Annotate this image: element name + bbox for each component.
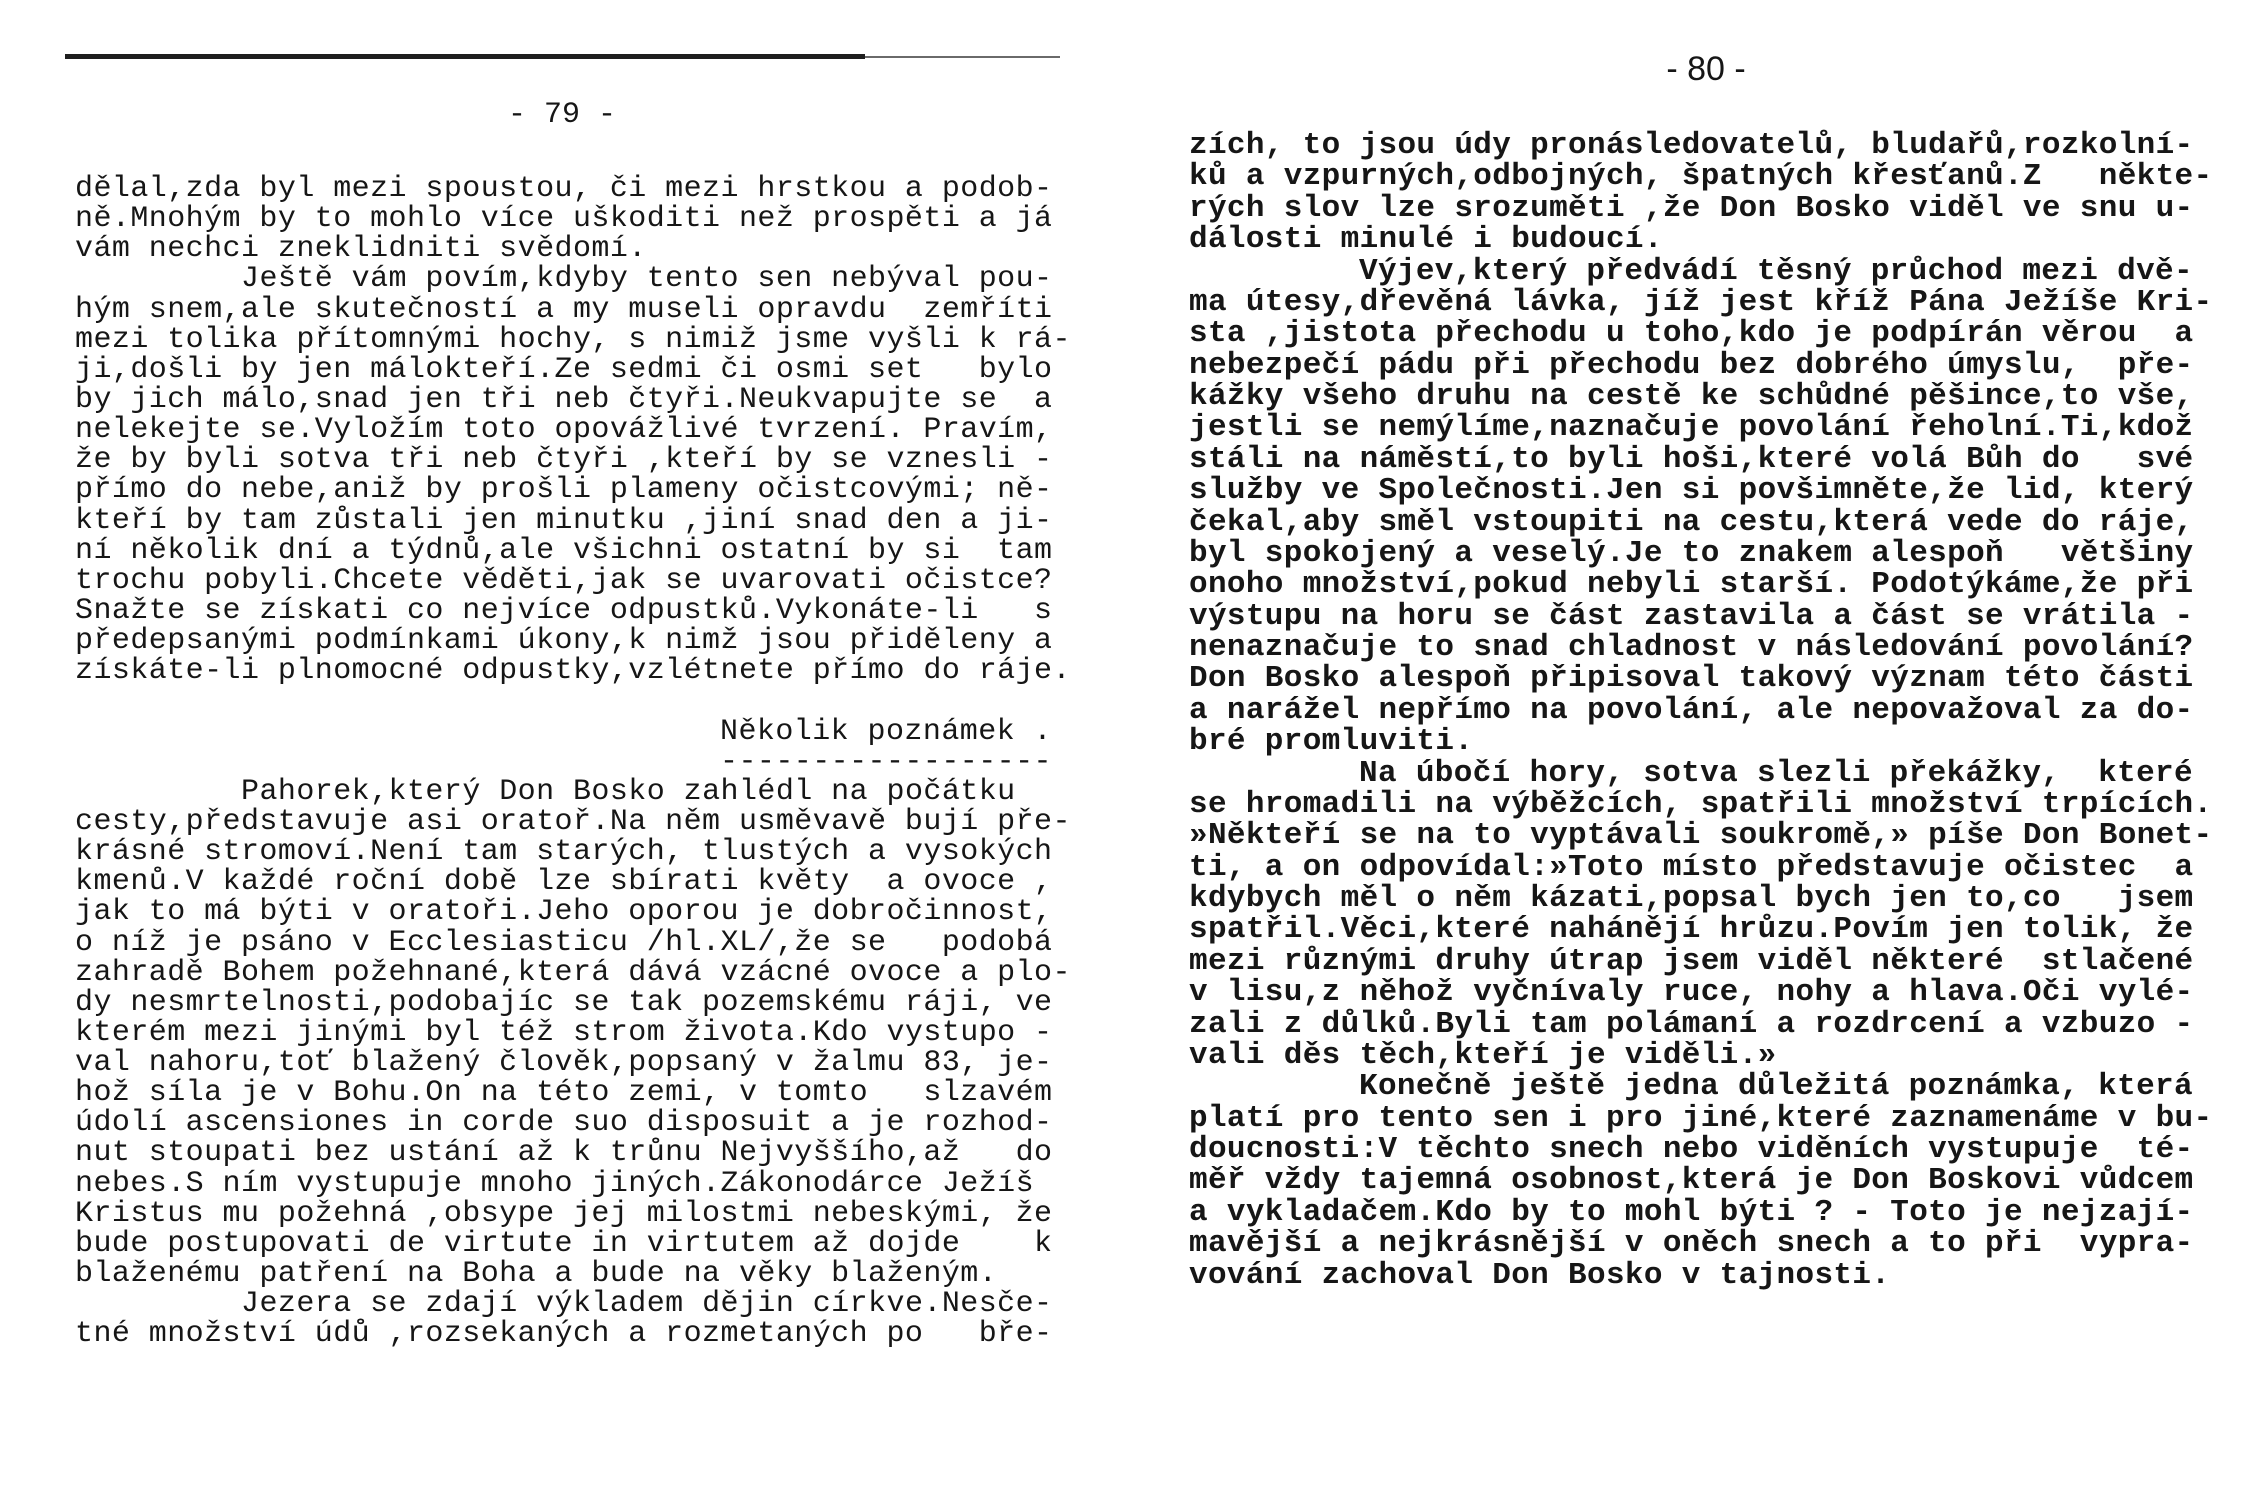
paragraph-group <box>1189 253 2213 1293</box>
text-line: onoho množství,pokud nebyli starší. Podotýkáme,že při <box>1189 567 2194 603</box>
text-line: val nahoru,toť blažený člověk,popsaný v žalmu 83, je- <box>75 1046 1053 1081</box>
text-line: zali z důlků.Byli tam polámaní a rozdrcení a vzbuzo - <box>1189 1006 2194 1042</box>
text-line: kterém mezi jinými byl též strom života.Kdo vystupo - <box>75 1015 1053 1050</box>
text-line: nebezpečí pádu při přechodu bez dobrého úmyslu, pře- <box>1189 347 2194 383</box>
text-line: čekal,aby směl vstoupiti na cestu,která vede do ráje, <box>1189 504 2194 540</box>
text-line: blaženému patření na Boha a bude na věky blaženým. <box>75 1257 998 1292</box>
text-line: hož síla je v Bohu.On na této zemi, v tomto slzavém <box>75 1076 1053 1111</box>
text-line: jestli se nemýlíme,naznačuje povolání řeholní.Ti,kdož <box>1189 410 2194 446</box>
text-line: kteří by tam zůstali jen minutku ,jiní snad den a ji- <box>75 503 1053 538</box>
paragraph <box>1189 253 2213 760</box>
text-line: krásné stromoví.Není tam starých, tlustých a vysokých <box>75 835 1053 870</box>
text-line: Ještě vám povím,kdyby tento sen nebýval pou- <box>241 262 1053 297</box>
section-heading: Několik poznámek . <box>720 714 1052 749</box>
text-line: mavější a nejkrásnější v oněch snech a to při vypra- <box>1189 1226 2194 1262</box>
text-line: služby ve Společnosti.Jen si povšimněte,že lid, který <box>1189 473 2194 509</box>
text-line: trochu pobyli.Chcete věděti,jak se uvarovati očistce? <box>75 563 1053 598</box>
text-line: ní několik dní a týdnů,ale všichni ostatní by si tam <box>75 533 1053 568</box>
text-line: předepsanými podmínkami úkony,k nimž jsou přiděleny a <box>75 624 1053 659</box>
text-line: bré promluviti. <box>1189 724 1474 760</box>
text-line: vám nechci zneklidniti svědomí. <box>75 232 647 267</box>
text-line: a vykladačem.Kdo by to mohl býti ? - Toto je nejzají- <box>1189 1194 2194 1230</box>
text-line: bude postupovati de virtute in virtutem až dojde k <box>75 1226 1053 1261</box>
text-line: nelekejte se.Vyložím toto opovážlivé tvrzení. Pravím, <box>75 413 1053 448</box>
text-line: Snažte se získati co nejvíce odpustků.Vykonáte-li s <box>75 593 1053 628</box>
text-line: a narážel nepřímo na povolání, ale nepovažoval za do- <box>1189 692 2194 728</box>
text-line: ti, a on odpovídal:»Toto místo představuje očistec a <box>1189 849 2194 885</box>
text-line: platí pro tento sen i pro jiné,které zaznamenáme v bu- <box>1189 1100 2213 1136</box>
text-line: zahradě Bohem požehnané,která dává vzácné ovoce a plo- <box>75 955 1071 990</box>
text-line: mezi tolika přítomnými hochy, s nimiž jsme vyšli k rá- <box>75 322 1071 357</box>
text-line: kmenů.V každé roční době lze sbírati květy a ovoce , <box>75 865 1053 900</box>
paragraph <box>75 774 1071 1292</box>
text-line: zích, to jsou údy pronásledovatelů, bludařů,rozkolní- <box>1189 128 2194 163</box>
top-rule <box>65 54 865 59</box>
text-line: dálosti minulé i budoucí. <box>1189 222 1663 258</box>
paragraph <box>75 262 1071 689</box>
text-line: kážky všeho druhu na cestě ke schůdné pěšince,to vše, <box>1189 379 2194 414</box>
text-line: Na úbočí hory, sotva slezli překážky, které <box>1359 755 2193 791</box>
paragraph-group <box>75 262 1071 689</box>
left-page <box>75 172 1071 1352</box>
top-rule-tail <box>865 56 1060 58</box>
text-line: Kristus mu požehná ,obsype jej milostmi nebeskými, že <box>75 1196 1053 1231</box>
text-line: sta ,jistota přechodu u toho,kdo je podpírán věrou a <box>1189 316 2194 352</box>
notes-section <box>75 714 1071 1352</box>
text-line: získáte-li plnomocné odpustky,vzlétnete přímo do ráje. <box>75 654 1071 689</box>
text-line: tné množství údů ,rozsekaných a rozmetaných po bře- <box>75 1317 1053 1352</box>
text-line: v lisu,z něhož vyčnívaly ruce, nohy a hlava.Oči vylé- <box>1189 975 2194 1011</box>
text-line: hým snem,ale skutečností a my museli opravdu zemříti <box>75 292 1053 327</box>
paragraph <box>1189 1071 2212 1291</box>
page-number-right: - 80 - <box>1666 50 1746 88</box>
paragraph <box>1189 755 2213 1073</box>
text-line: spatřil.Věci,které nahánějí hrůzu.Povím jen tolik, že <box>1189 912 2194 948</box>
text-line: údolí ascensiones in corde suo disposuit a je rozhod- <box>75 1106 1053 1141</box>
text-line: jak to má býti v oratoři.Jeho oporou je dobročinnost, <box>75 895 1053 930</box>
right-page <box>1189 130 2212 1291</box>
text-line: přímo do nebe,aniž by prošli plameny očistcovými; ně- <box>75 473 1053 508</box>
text-line: Pahorek,který Don Bosko zahlédl na počátku <box>241 774 1016 809</box>
continued-paragraph <box>1189 130 2212 256</box>
text-line: vali děs těch,kteří je viděli.» <box>1189 1037 1777 1073</box>
text-line: rých slov lze srozuměti ,že Don Bosko viděl ve snu u- <box>1189 190 2194 226</box>
text-line: cesty,představuje asi oratoř.Na něm usměvavě bují pře- <box>75 804 1071 839</box>
text-line: mezi různými druhy útrap jsem viděl některé stlačené <box>1189 943 2194 979</box>
text-line: Konečně ještě jedna důležitá poznámka, která <box>1359 1069 2193 1105</box>
text-line: výstupu na horu se část zastavila a část se vrátila - <box>1189 598 2194 634</box>
text-line: Výjev,který předvádí těsný průchod mezi dvě- <box>1359 253 2193 289</box>
text-line: nebes.S ním vystupuje mnoho jiných.Zákonodárce Ježíš <box>75 1166 1035 1201</box>
text-line: ji,došli by jen málokteří.Ze sedmi či osmi set bylo <box>75 352 1053 387</box>
text-line: byl spokojený a veselý.Je to znakem alespoň většiny <box>1189 535 2194 571</box>
section-paragraphs <box>75 774 1071 1352</box>
text-line: měř vždy tajemná osobnost,která je Don Boskovi vůdcem <box>1189 1163 2194 1199</box>
paragraph <box>75 1287 1071 1352</box>
text-line: dy nesmrtelnosti,podobajíc se tak pozemskému ráji, ve <box>75 985 1053 1020</box>
text-line: ků a vzpurných,odbojných, špatných křesťanů.Z někte- <box>1189 159 2213 195</box>
text-line: ma útesy,dřevěná lávka, jíž jest kříž Pána Ježíše Kri- <box>1189 284 2213 320</box>
text-line: by jich málo,snad jen tři neb čtyři.Neukvapujte se a <box>75 382 1053 417</box>
section-heading-underline: ------------------ <box>720 744 1052 779</box>
text-line: Jezera se zdají výkladem dějin církve.Nesče- <box>241 1287 1053 1322</box>
text-line: »Někteří se na to vyptávali soukromě,» píše Don Bonet- <box>1189 818 2213 854</box>
text-line: vování zachoval Don Bosko v tajnosti. <box>1189 1257 1891 1293</box>
page-number-left: - 79 - <box>507 98 617 132</box>
text-line: že by byli sotva tři neb čtyři ,kteří by se vznesli - <box>75 443 1053 478</box>
text-line: ně.Mnohým by to mohlo více uškoditi než prospěti a já <box>75 202 1053 237</box>
text-line: Don Bosko alespoň připisoval takový význam této části <box>1189 661 2194 697</box>
text-line: stáli na náměstí,to byli hoši,které volá Bůh do své <box>1189 441 2194 477</box>
continued-paragraph <box>75 172 1071 267</box>
text-line: nenaznačuje to snad chladnost v následování povolání? <box>1189 630 2194 665</box>
text-line: o níž je psáno v Ecclesiasticu /hl.XL/,že se podobá <box>75 925 1053 960</box>
text-line: dělal,zda byl mezi spoustou, či mezi hrstkou a podob- <box>75 172 1053 206</box>
text-line: se hromadili na výběžcích, spatřili množství trpících. <box>1189 786 2213 822</box>
text-line: kdybych měl o něm kázati,popsal bych jen to,co jsem <box>1189 881 2194 916</box>
text-line: nut stoupati bez ustání až k trůnu Nejvyššího,až do <box>75 1136 1053 1171</box>
text-line: doucnosti:V těchto snech nebo viděních vystupuje té- <box>1189 1132 2194 1167</box>
